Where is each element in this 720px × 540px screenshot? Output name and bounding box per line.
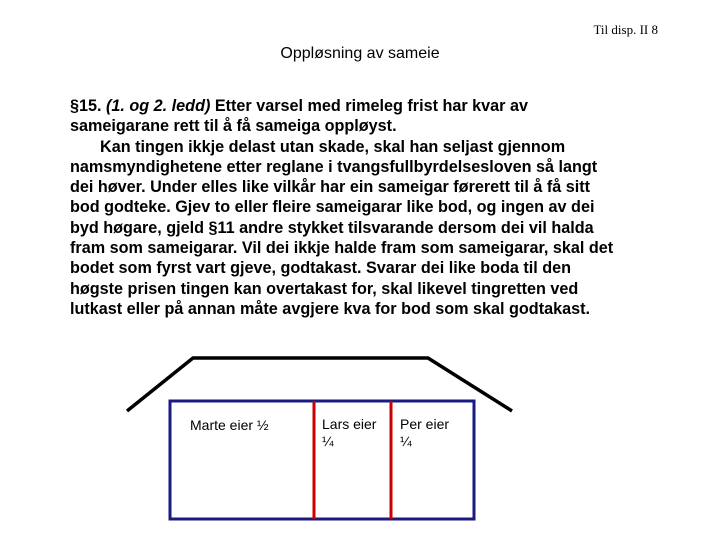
owner-share-lars-fraction: ¼ [322, 433, 334, 449]
section-reference: §15. [70, 97, 102, 115]
paragraph-line-2: sameigarane rett til å få sameiga oppløyst. [70, 117, 397, 136]
paragraph-line-11: lutkast eller på annan måte avgjere kva for bod som skal godtakast. [70, 299, 590, 318]
paragraph-line-10: høgste prisen tingen kan overtakast for, skal likevel tingretten ved [70, 279, 579, 298]
house-roof [127, 358, 512, 411]
paragraph-line-4: namsmyndighetene etter reglane i tvangsfullbyrdelsesloven så langt [70, 157, 598, 176]
owner-share-per-fraction: ¼ [400, 433, 412, 449]
paragraph-line-7: byd høgare, gjeld §11 andre stykket tilsvarande dersom dei vil halda [70, 218, 594, 237]
paragraph-line-9: bodet som fyrst vart gjeve, godtakast. Svarar dei like boda til den [70, 259, 572, 278]
owner-share-marte-text: Marte eier ½ [190, 417, 269, 433]
page-title: Oppløsning av sameie [280, 45, 440, 62]
paragraph-line-5: dei høver. Under elles like vilkår har ein sameigar førerett til å få sitt [70, 178, 591, 197]
owner-share-lars-name: Lars eier [322, 416, 377, 432]
owner-share-per-name: Per eier [400, 416, 450, 432]
owner-share-lars [322, 416, 376, 450]
owner-share-marte [190, 417, 269, 434]
paragraph-line-8: fram som sameigarar. Vil dei ikkje halde fram som sameigarar, skal det [70, 239, 614, 258]
document-reference: Til disp. II 8 [593, 22, 658, 37]
paragraph-line-1-text: Etter varsel med rimeleg frist har kvar av [214, 97, 528, 115]
paragraph-line-3: Kan tingen ikkje delast utan skade, skal han seljast gjennom [100, 137, 566, 156]
paragraph-line-6: bod godteke. Gjev to eller fleire sameigarar like bod, og ingen av dei [70, 198, 595, 217]
owner-share-per [400, 416, 449, 450]
ledd-reference: (1. og 2. ledd) [106, 97, 211, 115]
